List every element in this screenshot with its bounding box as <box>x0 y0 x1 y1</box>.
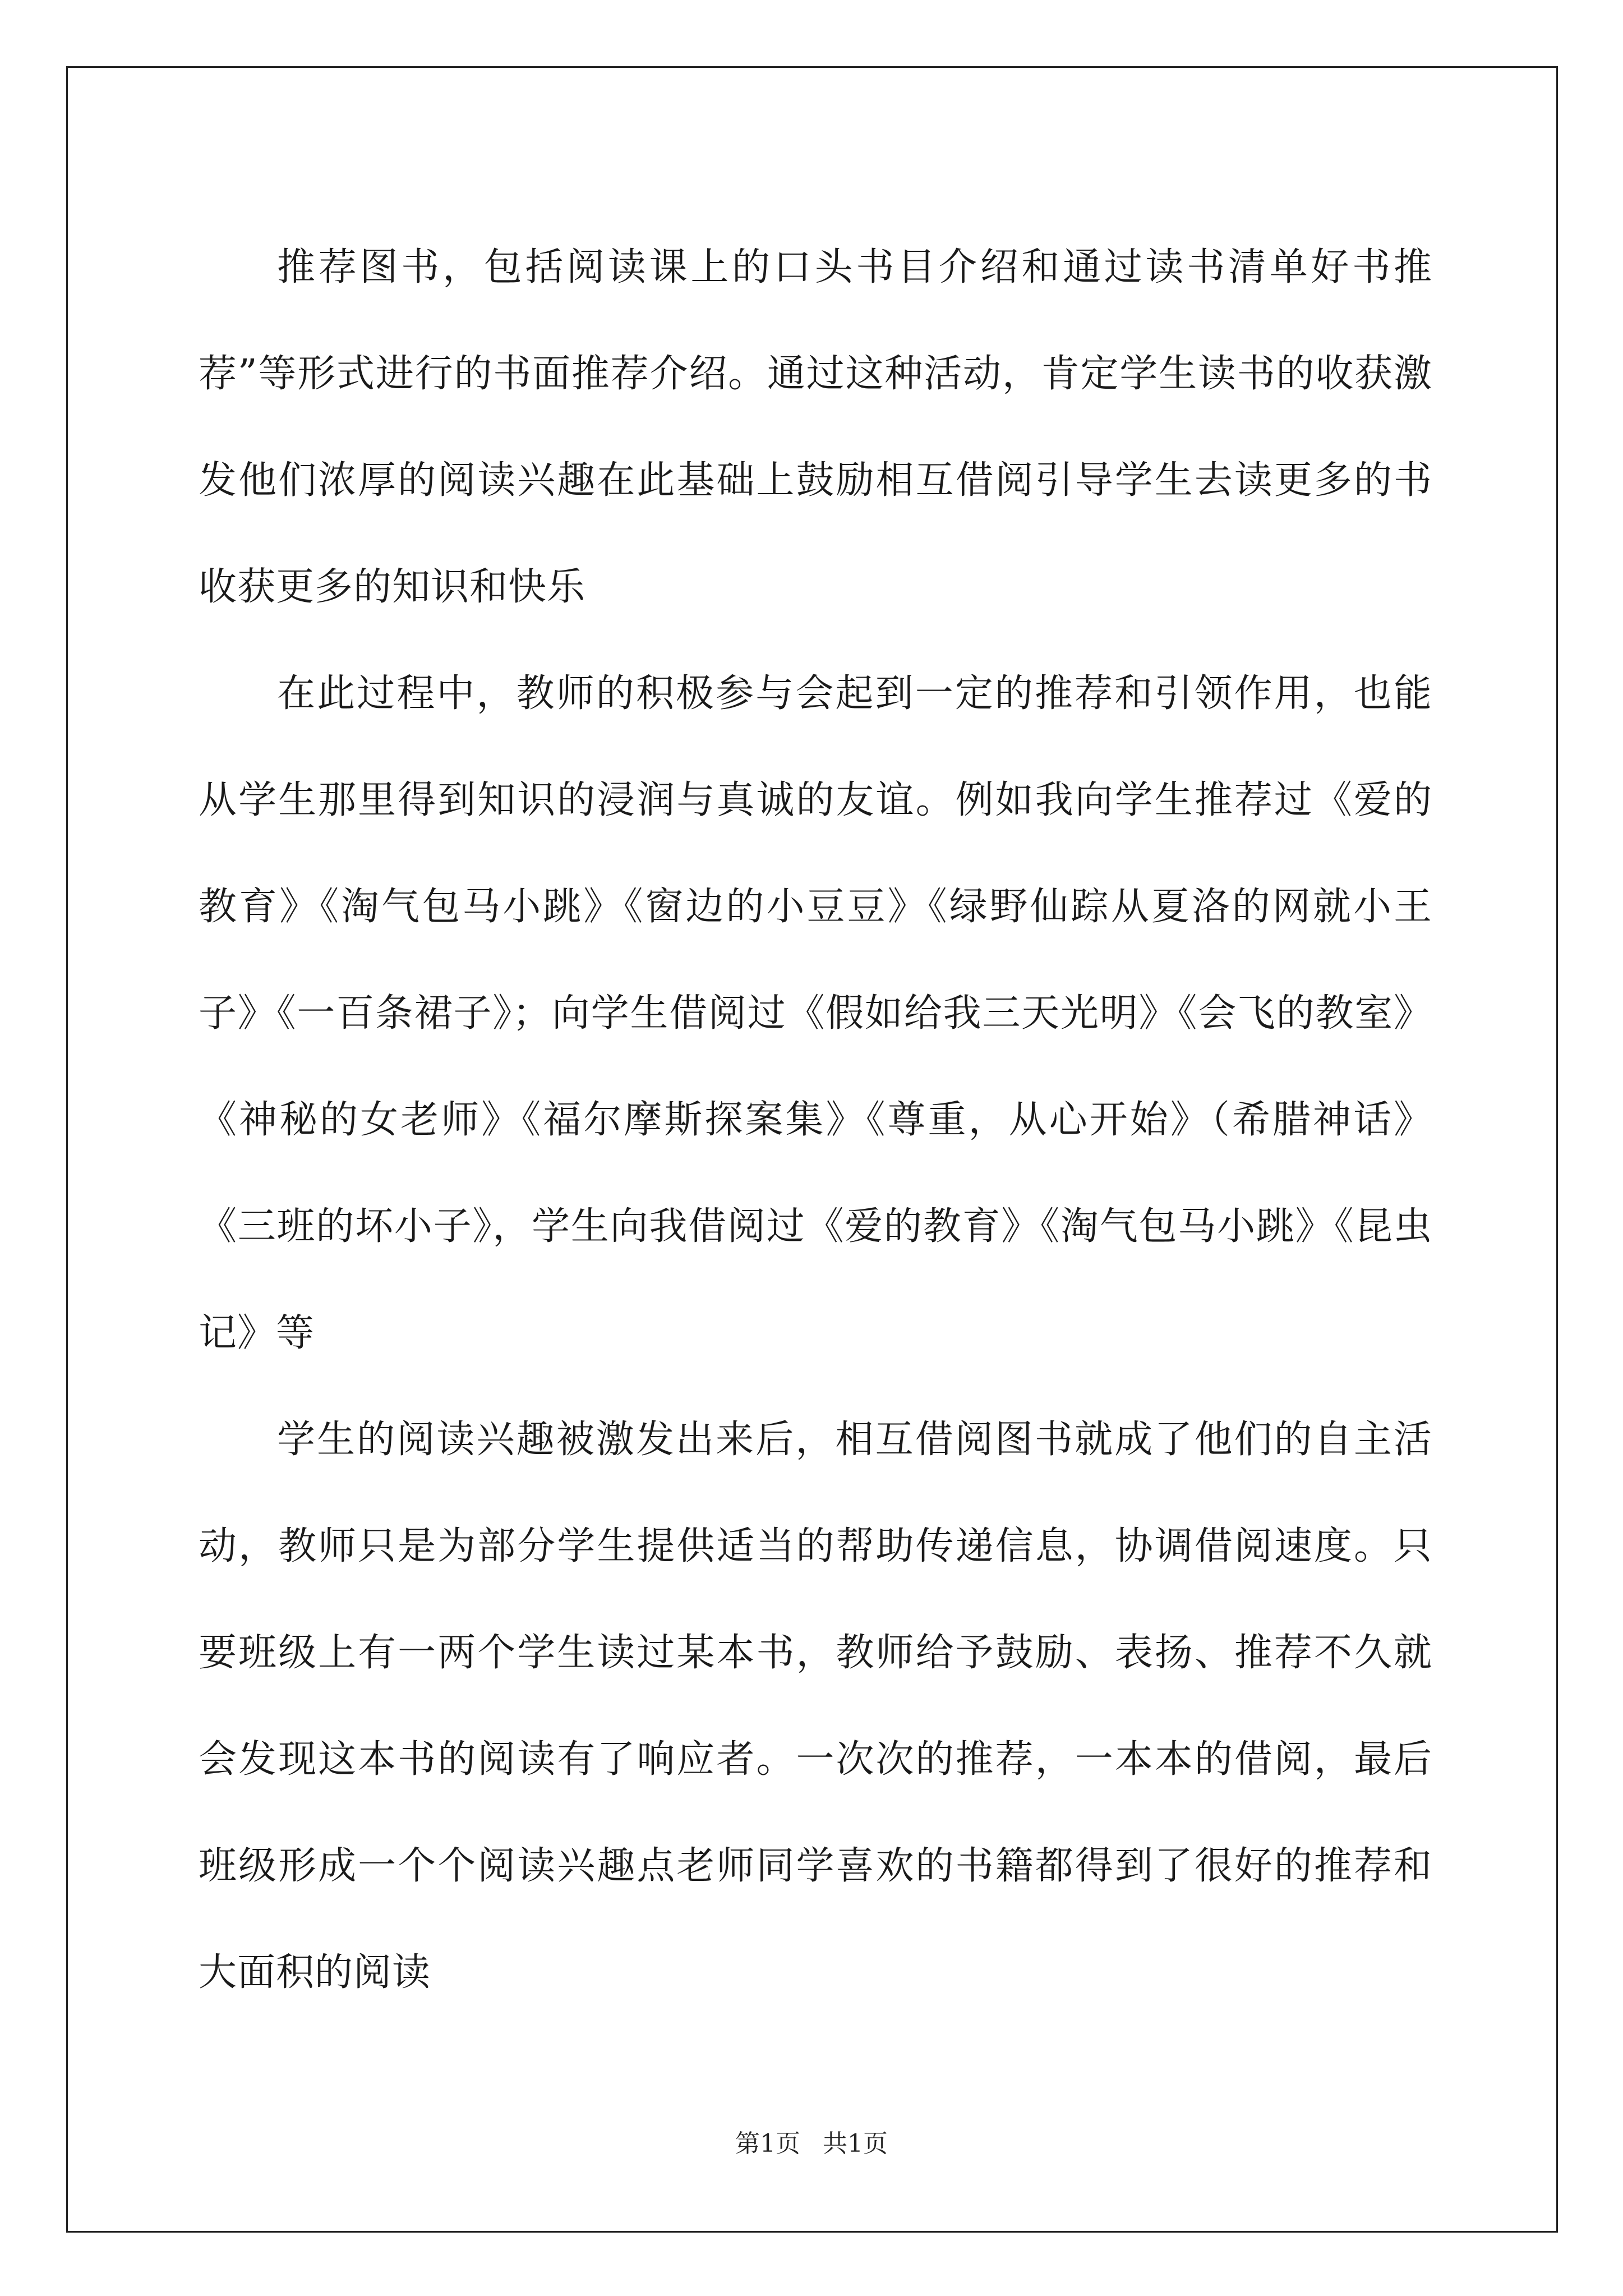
page-number-current: 第1页 <box>735 2129 800 2158</box>
page-footer <box>0 2123 1623 2159</box>
page-number-total: 共1页 <box>823 2129 888 2158</box>
document-body <box>199 214 1432 2026</box>
paragraph-2: 在此过程中，教师的积极参与会起到一定的推荐和引领作用，也能从学生那里得到知识的浸润与真诚的友谊。例如我向学生推荐过《爱的教育》《淘气包马小跳》《窗边的小豆豆》《绿野仙踪从夏洛的网就小王子》《一百条裙子》；向学生借阅过《假如给我三天光明》《会飞的教室》《神秘的女老师》《福尔摩斯探案集》《尊重，从心开始》（希腊神话》《三班的坏小子》，学生向我借阅过《爱的教育》《淘气包马小跳》《昆虫记》等 <box>199 671 1432 1355</box>
paragraph-3: 学生的阅读兴趣被激发出来后，相互借阅图书就成了他们的自主活动，教师只是为部分学生提供适当的帮助传递信息，协调借阅速度。只要班级上有一两个学生读过某本书，教师给予鼓励、表扬、推荐不久就会发现这本书的阅读有了响应者。一次次的推荐，一本本的借阅，最后班级形成一个个阅读兴趣点老师同学喜欢的书籍都得到了很好的推荐和大面积的阅读 <box>199 1418 1432 1995</box>
paragraph-1: 推荐图书，包括阅读课上的口头书目介绍和通过读书清单好书推荐”等形式进行的书面推荐介绍。通过这种活动，肯定学生读书的收获激发他们浓厚的阅读兴趣在此基础上鼓励相互借阅引导学生去读更多的书收获更多的知识和快乐 <box>199 245 1432 609</box>
